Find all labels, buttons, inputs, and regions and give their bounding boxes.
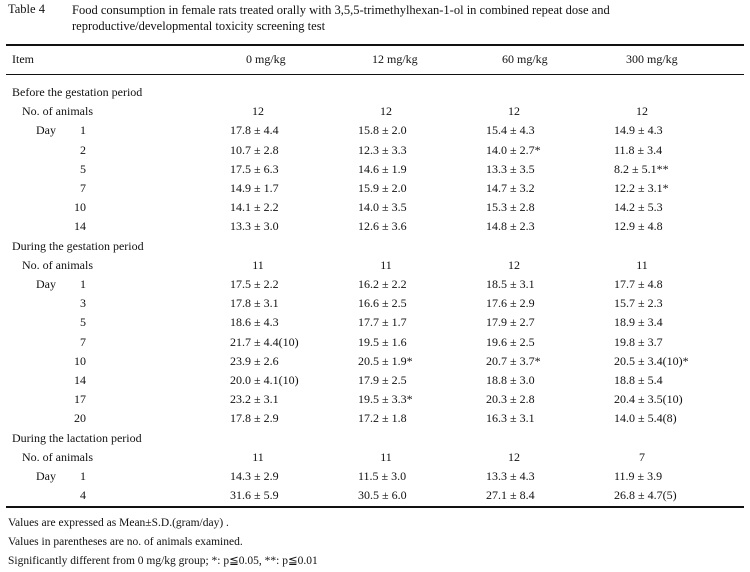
cell-value: 26.8 ± 4.7(5) [614, 488, 677, 503]
animals-row [0, 447, 750, 466]
cell-value: 20.0 ± 4.1(10) [230, 373, 299, 387]
cell-value: 20.4 ± 3.5(10) [614, 392, 683, 407]
cell-value: 8.2 ± 5.1** [614, 161, 669, 176]
cell-value: 13.3 ± 4.3 [486, 469, 535, 483]
cell-value: 10.7 ± 2.8 [230, 142, 279, 157]
table-row [0, 332, 750, 351]
day-number: 1 [80, 123, 86, 138]
animals-count: 12 [508, 449, 520, 464]
cell-value: 17.5 ± 2.2 [230, 277, 279, 291]
header-60mg: 60 mg/kg [502, 52, 548, 66]
bottom-rule [6, 506, 744, 508]
animals-count: 12 [508, 104, 520, 119]
cell-value: 20.7 ± 3.7* [486, 353, 541, 368]
header-12mg: 12 mg/kg [372, 52, 418, 66]
cell-value: 14.2 ± 5.3 [614, 200, 663, 215]
table-notes [8, 514, 318, 571]
animals-count: 11 [380, 449, 392, 464]
cell-value: 16.6 ± 2.5 [358, 296, 407, 311]
table-title: Food consumption in female rats treated orally with 3,5,5-trimethylhexan-1-ol in combined repeat dose and reproductive/developmental toxicity screening test [72, 3, 610, 33]
cell-value: 17.7 ± 4.8 [614, 277, 663, 291]
animals-count: 12 [636, 104, 648, 119]
cell-value: 11.5 ± 3.0 [358, 469, 407, 483]
section-title-row [0, 428, 750, 447]
cell-value: 17.9 ± 2.7 [486, 315, 535, 330]
animals-count: 7 [639, 449, 645, 464]
cell-value: 17.8 ± 2.9 [230, 411, 279, 426]
note-parentheses: Values in parentheses are no. of animals examined. [8, 536, 243, 548]
cell-value: 11.9 ± 3.9 [614, 469, 663, 483]
cell-value: 16.2 ± 2.2 [358, 277, 407, 291]
animals-label: No. of animals [22, 449, 93, 464]
animals-count: 12 [380, 104, 392, 119]
cell-value: 18.9 ± 3.4 [614, 315, 663, 330]
cell-value: 14.8 ± 2.3 [486, 219, 535, 234]
cell-value: 15.7 ± 2.3 [614, 296, 663, 311]
cell-value: 13.3 ± 3.5 [486, 161, 535, 176]
cell-value: 12.9 ± 4.8 [614, 219, 663, 234]
animals-count: 11 [252, 257, 264, 272]
table-row [0, 389, 750, 408]
cell-value: 23.9 ± 2.6 [230, 353, 279, 368]
cell-value: 14.6 ± 1.9 [358, 161, 407, 176]
animals-label: No. of animals [22, 257, 93, 272]
day-number: 14 [74, 373, 86, 387]
table-row [0, 197, 750, 216]
cell-value: 17.6 ± 2.9 [486, 296, 535, 311]
cell-value: 15.4 ± 4.3 [486, 123, 535, 138]
section-title-row [0, 236, 750, 255]
table-row [0, 274, 750, 293]
table-row [0, 159, 750, 178]
cell-value: 18.5 ± 3.1 [486, 277, 535, 291]
cell-value: 31.6 ± 5.9 [230, 488, 279, 503]
section-title: Before the gestation period [12, 85, 143, 99]
table-row [0, 351, 750, 370]
day-number: 14 [74, 219, 86, 234]
cell-value: 13.3 ± 3.0 [230, 219, 279, 234]
table-row [0, 370, 750, 389]
cell-value: 14.0 ± 2.7* [486, 142, 541, 157]
animals-row [0, 101, 750, 120]
day-number: 10 [74, 353, 86, 368]
cell-value: 19.5 ± 3.3* [358, 392, 413, 407]
note-units: Values are expressed as Mean±S.D.(gram/day) . [8, 517, 229, 529]
day-number: 2 [80, 142, 86, 157]
cell-value: 14.9 ± 1.7 [230, 181, 279, 195]
table-row [0, 178, 750, 197]
header-0mg: 0 mg/kg [246, 52, 286, 66]
cell-value: 27.1 ± 8.4 [486, 488, 535, 503]
cell-value: 19.8 ± 3.7 [614, 334, 663, 349]
cell-value: 18.6 ± 4.3 [230, 315, 279, 330]
cell-value: 20.5 ± 3.4(10)* [614, 353, 689, 368]
cell-value: 15.9 ± 2.0 [358, 181, 407, 195]
day-number: 1 [80, 469, 86, 483]
day-number: 3 [80, 296, 86, 311]
cell-value: 14.1 ± 2.2 [230, 200, 279, 215]
cell-value: 17.5 ± 6.3 [230, 161, 279, 176]
day-number: 17 [74, 392, 86, 407]
day-number: 20 [74, 411, 86, 426]
header-300mg: 300 mg/kg [626, 52, 678, 66]
day-number: 10 [74, 200, 86, 215]
day-number: 7 [80, 181, 86, 195]
table-row [0, 140, 750, 159]
header-item: Item [12, 52, 34, 66]
day-label: Day [36, 277, 56, 291]
cell-value: 23.2 ± 3.1 [230, 392, 279, 407]
cell-value: 14.3 ± 2.9 [230, 469, 279, 483]
animals-count: 12 [252, 104, 264, 119]
cell-value: 17.8 ± 3.1 [230, 296, 279, 311]
top-rule [6, 44, 744, 46]
animals-count: 11 [380, 257, 392, 272]
section-title-row [0, 82, 750, 101]
cell-value: 14.0 ± 3.5 [358, 200, 407, 215]
cell-value: 17.8 ± 4.4 [230, 123, 279, 138]
cell-value: 15.8 ± 2.0 [358, 123, 407, 138]
cell-value: 12.6 ± 3.6 [358, 219, 407, 234]
cell-value: 17.2 ± 1.8 [358, 411, 407, 426]
cell-value: 12.3 ± 3.3 [358, 142, 407, 157]
table-row [0, 120, 750, 139]
table-row [0, 216, 750, 235]
table-row [0, 312, 750, 331]
cell-value: 14.7 ± 3.2 [486, 181, 535, 195]
cell-value: 19.6 ± 2.5 [486, 334, 535, 349]
table-row [0, 293, 750, 312]
table-row [0, 408, 750, 427]
cell-value: 14.9 ± 4.3 [614, 123, 663, 138]
day-number: 4 [80, 488, 86, 503]
cell-value: 30.5 ± 6.0 [358, 488, 407, 503]
cell-value: 20.3 ± 2.8 [486, 392, 535, 407]
cell-value: 15.3 ± 2.8 [486, 200, 535, 215]
day-number: 1 [80, 277, 86, 291]
note-significance: Significantly different from 0 mg/kg group; *: p≦0.05, **: p≦0.01 [8, 555, 318, 567]
cell-value: 18.8 ± 3.0 [486, 373, 535, 387]
animals-count: 11 [636, 257, 648, 272]
day-label: Day [36, 123, 56, 138]
animals-count: 12 [508, 257, 520, 272]
animals-row [0, 255, 750, 274]
header-rule [6, 74, 744, 75]
cell-value: 12.2 ± 3.1* [614, 181, 669, 195]
table-row [0, 466, 750, 485]
day-number: 7 [80, 334, 86, 349]
day-label: Day [36, 469, 56, 483]
day-number: 5 [80, 315, 86, 330]
cell-value: 16.3 ± 3.1 [486, 411, 535, 426]
cell-value: 11.8 ± 3.4 [614, 142, 663, 157]
section-title: During the gestation period [12, 238, 144, 253]
animals-label: No. of animals [22, 104, 93, 119]
cell-value: 21.7 ± 4.4(10) [230, 334, 299, 349]
section-title: During the lactation period [12, 430, 142, 445]
animals-count: 11 [252, 449, 264, 464]
table-label: Table 4 [8, 2, 45, 16]
day-number: 5 [80, 161, 86, 176]
cell-value: 18.8 ± 5.4 [614, 373, 663, 387]
cell-value: 17.7 ± 1.7 [358, 315, 407, 330]
table-row [0, 485, 750, 504]
cell-value: 19.5 ± 1.6 [358, 334, 407, 349]
cell-value: 14.0 ± 5.4(8) [614, 411, 677, 426]
cell-value: 20.5 ± 1.9* [358, 353, 413, 368]
cell-value: 17.9 ± 2.5 [358, 373, 407, 387]
